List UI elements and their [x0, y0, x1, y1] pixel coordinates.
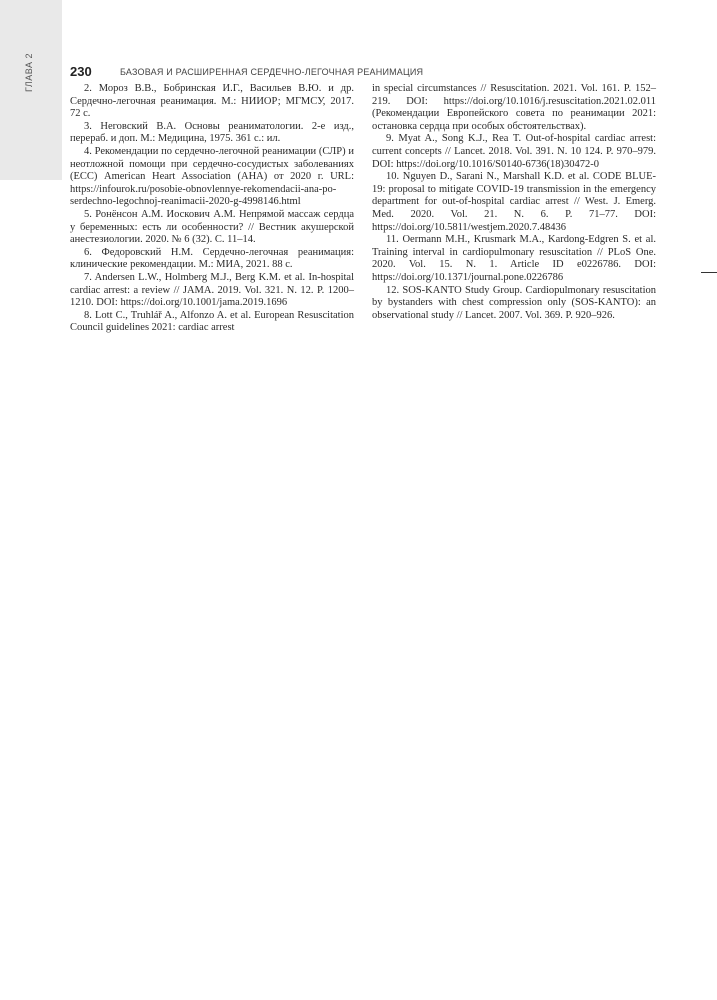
reference-item: 4. Рекомендации по сердечно-легочной реанимации (СЛР) и неотложной помощи при сердечно-сосудистых заболеваниях (ECC) American Heart Association (AHA) от 2020 г. URL: https://infourok.ru/posobie-obnovlennye-rekomendacii-ana-po-serdechno-legochnoj-reanimacii-2020-g-4998146.html: [70, 145, 354, 208]
reference-item: 10. Nguyen D., Sarani N., Marshall K.D. et al. CODE BLUE-19: proposal to mitigate COVID-19 transmission in the emergency department for out-of-hospital cardiac arrest // West. J. Emerg. Med. 2020. Vol. 21. N. 6. P. 71–77. DOI: https://doi.org/10.5811/westjem.2020.7.48436: [372, 171, 656, 233]
page-number: 230: [70, 64, 92, 79]
page-header: [70, 64, 680, 82]
reference-item: 6. Федоровский Н.М. Сердечно-легочная реанимация: клинические рекомендации. М.: МИА, 2021. 88 с.: [70, 246, 354, 271]
reference-item: 9. Myat A., Song K.J., Rea T. Out-of-hospital cardiac arrest: current concepts // Lancet. 2018. Vol. 391. N. 10 124. P. 970–979. DOI: https://doi.org/10.1016/S0140-6736(18)30472-0: [372, 133, 656, 170]
references-left-column: [70, 83, 354, 335]
reference-item: 5. Ронёнсон А.М. Иоскович А.М. Непрямой массаж сердца у беременных: есть ли особенности? // Вестник акушерской анестезиологии. 2020. № 6 (32). С. 11–14.: [70, 208, 354, 246]
reference-item: 3. Неговский В.А. Основы реаниматологии. 2-е изд., перераб. и доп. М.: Медицина, 1975. 361 с.: ил.: [70, 120, 354, 145]
reference-item: 12. SOS-KANTO Study Group. Cardiopulmonary resuscitation by bystanders with chest compression only (SOS-KANTO): an observational study // Lancet. 2007. Vol. 369. P. 920–926.: [372, 284, 656, 321]
references-right-column: [372, 83, 656, 322]
reference-item: 2. Мороз В.В., Бобринская И.Г., Васильев В.Ю. и др. Сердечно-легочная реанимация. М.: НИИОР; МГМСУ, 2017. 72 с.: [70, 83, 354, 120]
edge-tick-mark: [701, 272, 717, 273]
reference-continuation: in special circumstances // Resuscitation. 2021. Vol. 161. P. 152–219. DOI: https://doi.org/10.1016/j.resuscitation.2021.02.011 (Рекомендации Европейского совета по реанимации 2021: остановка сердца при особых обстоятельствах).: [372, 83, 656, 132]
running-title: БАЗОВАЯ И РАСШИРЕННАЯ СЕРДЕЧНО-ЛЕГОЧНАЯ РЕАНИМАЦИЯ: [120, 67, 424, 77]
reference-item: 11. Oermann M.H., Krusmark M.A., Kardong-Edgren S. et al. Training interval in cardiopulmonary resuscitation // PLoS One. 2020. Vol. 15. N. 1. Article ID e0226786. DOI: https://doi.org/10.1371/journal.pone.0226786: [372, 234, 656, 283]
chapter-label: ГЛАВА 2: [24, 53, 34, 92]
reference-item: 7. Andersen L.W., Holmberg M.J., Berg K.M. et al. In-hospital cardiac arrest: a review // JAMA. 2019. Vol. 321. N. 12. P. 1200–1210. DOI: https://doi.org/10.1001/jama.2019.1696: [70, 271, 354, 309]
reference-item: 8. Lott C., Truhlář A., Alfonzo A. et al. European Resuscitation Council guidelines 2021: cardiac arrest: [70, 309, 354, 334]
